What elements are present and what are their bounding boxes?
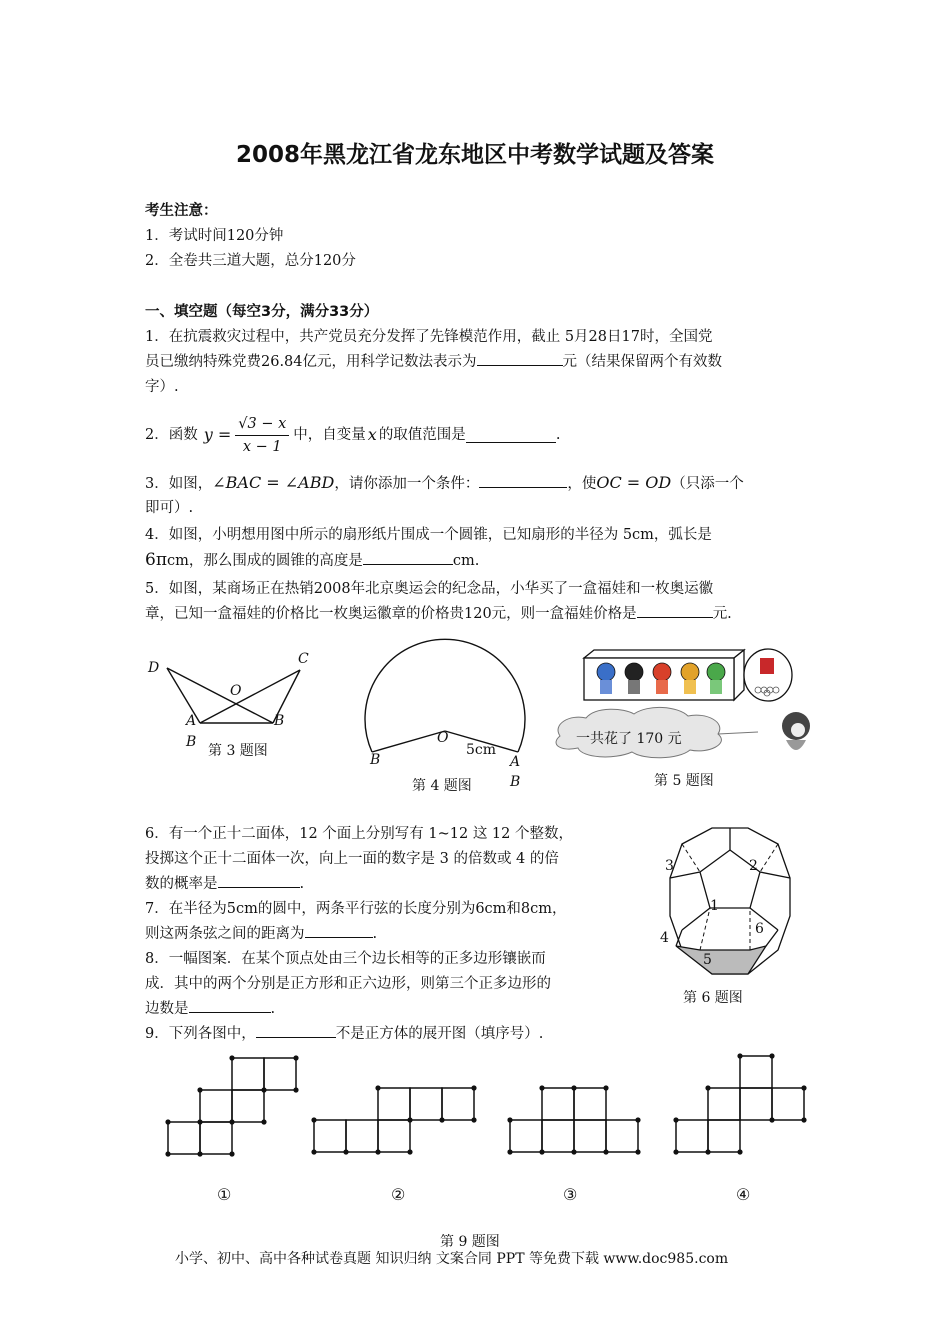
option-label: ④	[736, 1185, 751, 1204]
fig6-caption: 第 6 题图	[683, 990, 743, 1006]
q1-text: 员已缴纳特殊党费26.84亿元，用科学记数法表示为	[145, 354, 477, 370]
q5-text: 元.	[712, 606, 732, 622]
option-label: ②	[391, 1185, 406, 1204]
fig4-label: A	[510, 754, 521, 770]
q8-line: 8．一幅图案．在某个顶点处由三个边长相等的正多边形镶嵌而	[145, 951, 546, 967]
fig5-cloud-text: 一共花了 170 元	[576, 731, 682, 747]
fig3-label: D	[148, 660, 160, 676]
fuwa-box-top	[584, 650, 744, 658]
badge-emblem	[760, 658, 774, 674]
q5-line: 5．如图，某商场正在热销2008年北京奥运会的纪念品，小华买了一盒福娃和一枚奥运徽	[145, 581, 714, 597]
figure-9-nets	[160, 1050, 820, 1160]
q1-line	[145, 351, 722, 373]
q6-text: .	[299, 876, 305, 892]
section-heading: 一、填空题（每空3分，满分33分）	[145, 304, 379, 320]
fig3-label: C	[298, 651, 309, 667]
q2-numerator: √3 − x	[235, 413, 289, 436]
q3-text: （只添一个	[671, 476, 744, 492]
face-label: 3	[665, 858, 674, 874]
q9-text: 9．下列各图中，	[145, 1026, 256, 1042]
q9-text: 不是正方体的展开图（填序号）.	[335, 1026, 544, 1042]
fig3-caption: 第 3 题图	[208, 743, 268, 759]
q3-text: ，请你添加一个条件：	[334, 476, 480, 492]
notice-item: 1．考试时间120分钟	[145, 228, 284, 244]
fig3-label: O	[230, 683, 242, 699]
q2-text: 中，自变量	[293, 427, 366, 443]
fig4-label: 5cm	[466, 742, 497, 758]
q2-y: y =	[203, 425, 232, 444]
q2-denominator: x − 1	[242, 438, 282, 455]
q2-text: 的取值范围是	[378, 427, 466, 443]
q7-line: 7．在半径为5cm的圆中，两条平行弦的长度分别为6cm和8cm，	[145, 901, 567, 917]
figure-6	[640, 820, 800, 990]
notice-heading: 考生注意：	[145, 203, 218, 219]
sector-radius-B	[372, 731, 445, 752]
q1-line: 1．在抗震救灾过程中，共产党员充分发挥了先锋模范作用，截止 5月28日17时，全国党	[145, 329, 713, 345]
q4-text: cm，那么围成的圆锥的高度是	[167, 553, 363, 569]
q2-text: .	[555, 427, 561, 443]
net-4	[676, 1056, 804, 1152]
fig3-label: A	[186, 713, 197, 729]
line-CA	[200, 670, 300, 723]
face-label: 2	[749, 858, 758, 874]
q5-text: 章，已知一盒福娃的价格比一枚奥运徽章的价格贵120元，则一盒福娃价格是	[145, 606, 637, 622]
notice-item: 2．全卷共三道大题，总分120分	[145, 253, 356, 269]
q6-line	[145, 873, 304, 895]
q6-line: 6．有一个正十二面体，12 个面上分别写有 1~12 这 12 个整数，	[145, 826, 573, 842]
q8-text: .	[270, 1001, 276, 1017]
fig4-label: B	[510, 774, 521, 790]
girl-figure	[782, 712, 810, 750]
face-label: 5	[703, 952, 712, 968]
face-label: 6	[755, 921, 764, 937]
fig9-caption: 第 9 题图	[440, 1234, 500, 1250]
answer-blank	[477, 351, 563, 366]
q2-line	[145, 410, 560, 460]
q3-text: ，使	[567, 476, 597, 492]
q8-text: 边数是	[145, 1001, 189, 1017]
net-2	[314, 1088, 474, 1152]
face-label: 4	[660, 930, 669, 946]
footer-text: 小学、初中、高中各种试卷真题 知识归纳 文案合同 PPT 等免费下载 www.doc985.com	[175, 1251, 729, 1267]
fig4-label: B	[370, 752, 381, 768]
q3-expr2: OC = OD	[596, 473, 672, 492]
answer-blank	[218, 873, 300, 888]
answer-blank	[305, 923, 373, 938]
q1-text: 元（结果保留两个有效数	[562, 354, 723, 370]
q5-line	[145, 603, 732, 625]
q4-expr: 6π	[145, 550, 167, 570]
q8-line	[145, 998, 275, 1020]
figure-5	[548, 640, 818, 780]
q4-line	[145, 549, 479, 572]
q3-text: 3．如图，	[145, 476, 213, 492]
page-title: 2008年黑龙江省龙东地区中考数学试题及答案	[235, 142, 714, 168]
net-1	[168, 1058, 296, 1154]
fig3-label: B	[274, 713, 285, 729]
option-label: ①	[217, 1185, 232, 1204]
cloud-tail	[718, 732, 758, 734]
q7-line	[145, 923, 377, 945]
fuwa-box-side	[734, 650, 744, 700]
q3-line	[145, 472, 744, 495]
q4-line: 4．如图，小明想用图中所示的扇形纸片围成一个圆锥，已知扇形的半径为 5cm，弧长是	[145, 527, 712, 543]
q2-var: x	[367, 425, 377, 444]
q4-text: cm.	[452, 553, 480, 569]
q2-text: 2．函数	[145, 427, 198, 443]
answer-blank	[479, 473, 567, 488]
q6-line: 投掷这个正十二面体一次，向上一面的数字是 3 的倍数或 4 的倍	[145, 851, 559, 867]
fig4-label: O	[437, 730, 449, 746]
olympic-badge	[744, 649, 792, 701]
net-vertices	[165, 1053, 806, 1156]
answer-blank	[363, 550, 453, 565]
q3-expr: ∠BAC = ∠ABD	[212, 473, 335, 492]
figure-4	[360, 650, 540, 770]
fig5-caption: 第 5 题图	[654, 773, 714, 789]
answer-blank	[637, 603, 713, 618]
fig3-label: B	[186, 734, 197, 750]
q9-line	[145, 1023, 543, 1045]
q3-line: 即可）.	[145, 500, 194, 516]
q1-line: 字）.	[145, 379, 179, 395]
fig4-caption: 第 4 题图	[412, 778, 472, 794]
option-label: ③	[563, 1185, 578, 1204]
q7-text: .	[372, 926, 378, 942]
q7-text: 则这两条弦之间的距离为	[145, 926, 305, 942]
net-3	[510, 1088, 638, 1152]
face-label: 1	[710, 898, 719, 914]
answer-blank	[466, 428, 556, 443]
q8-line: 成．其中的两个分别是正方形和正六边形，则第三个正多边形的	[145, 976, 551, 992]
answer-blank	[189, 998, 271, 1013]
answer-blank	[256, 1023, 336, 1038]
q2-fraction	[235, 413, 289, 458]
q6-text: 数的概率是	[145, 876, 218, 892]
